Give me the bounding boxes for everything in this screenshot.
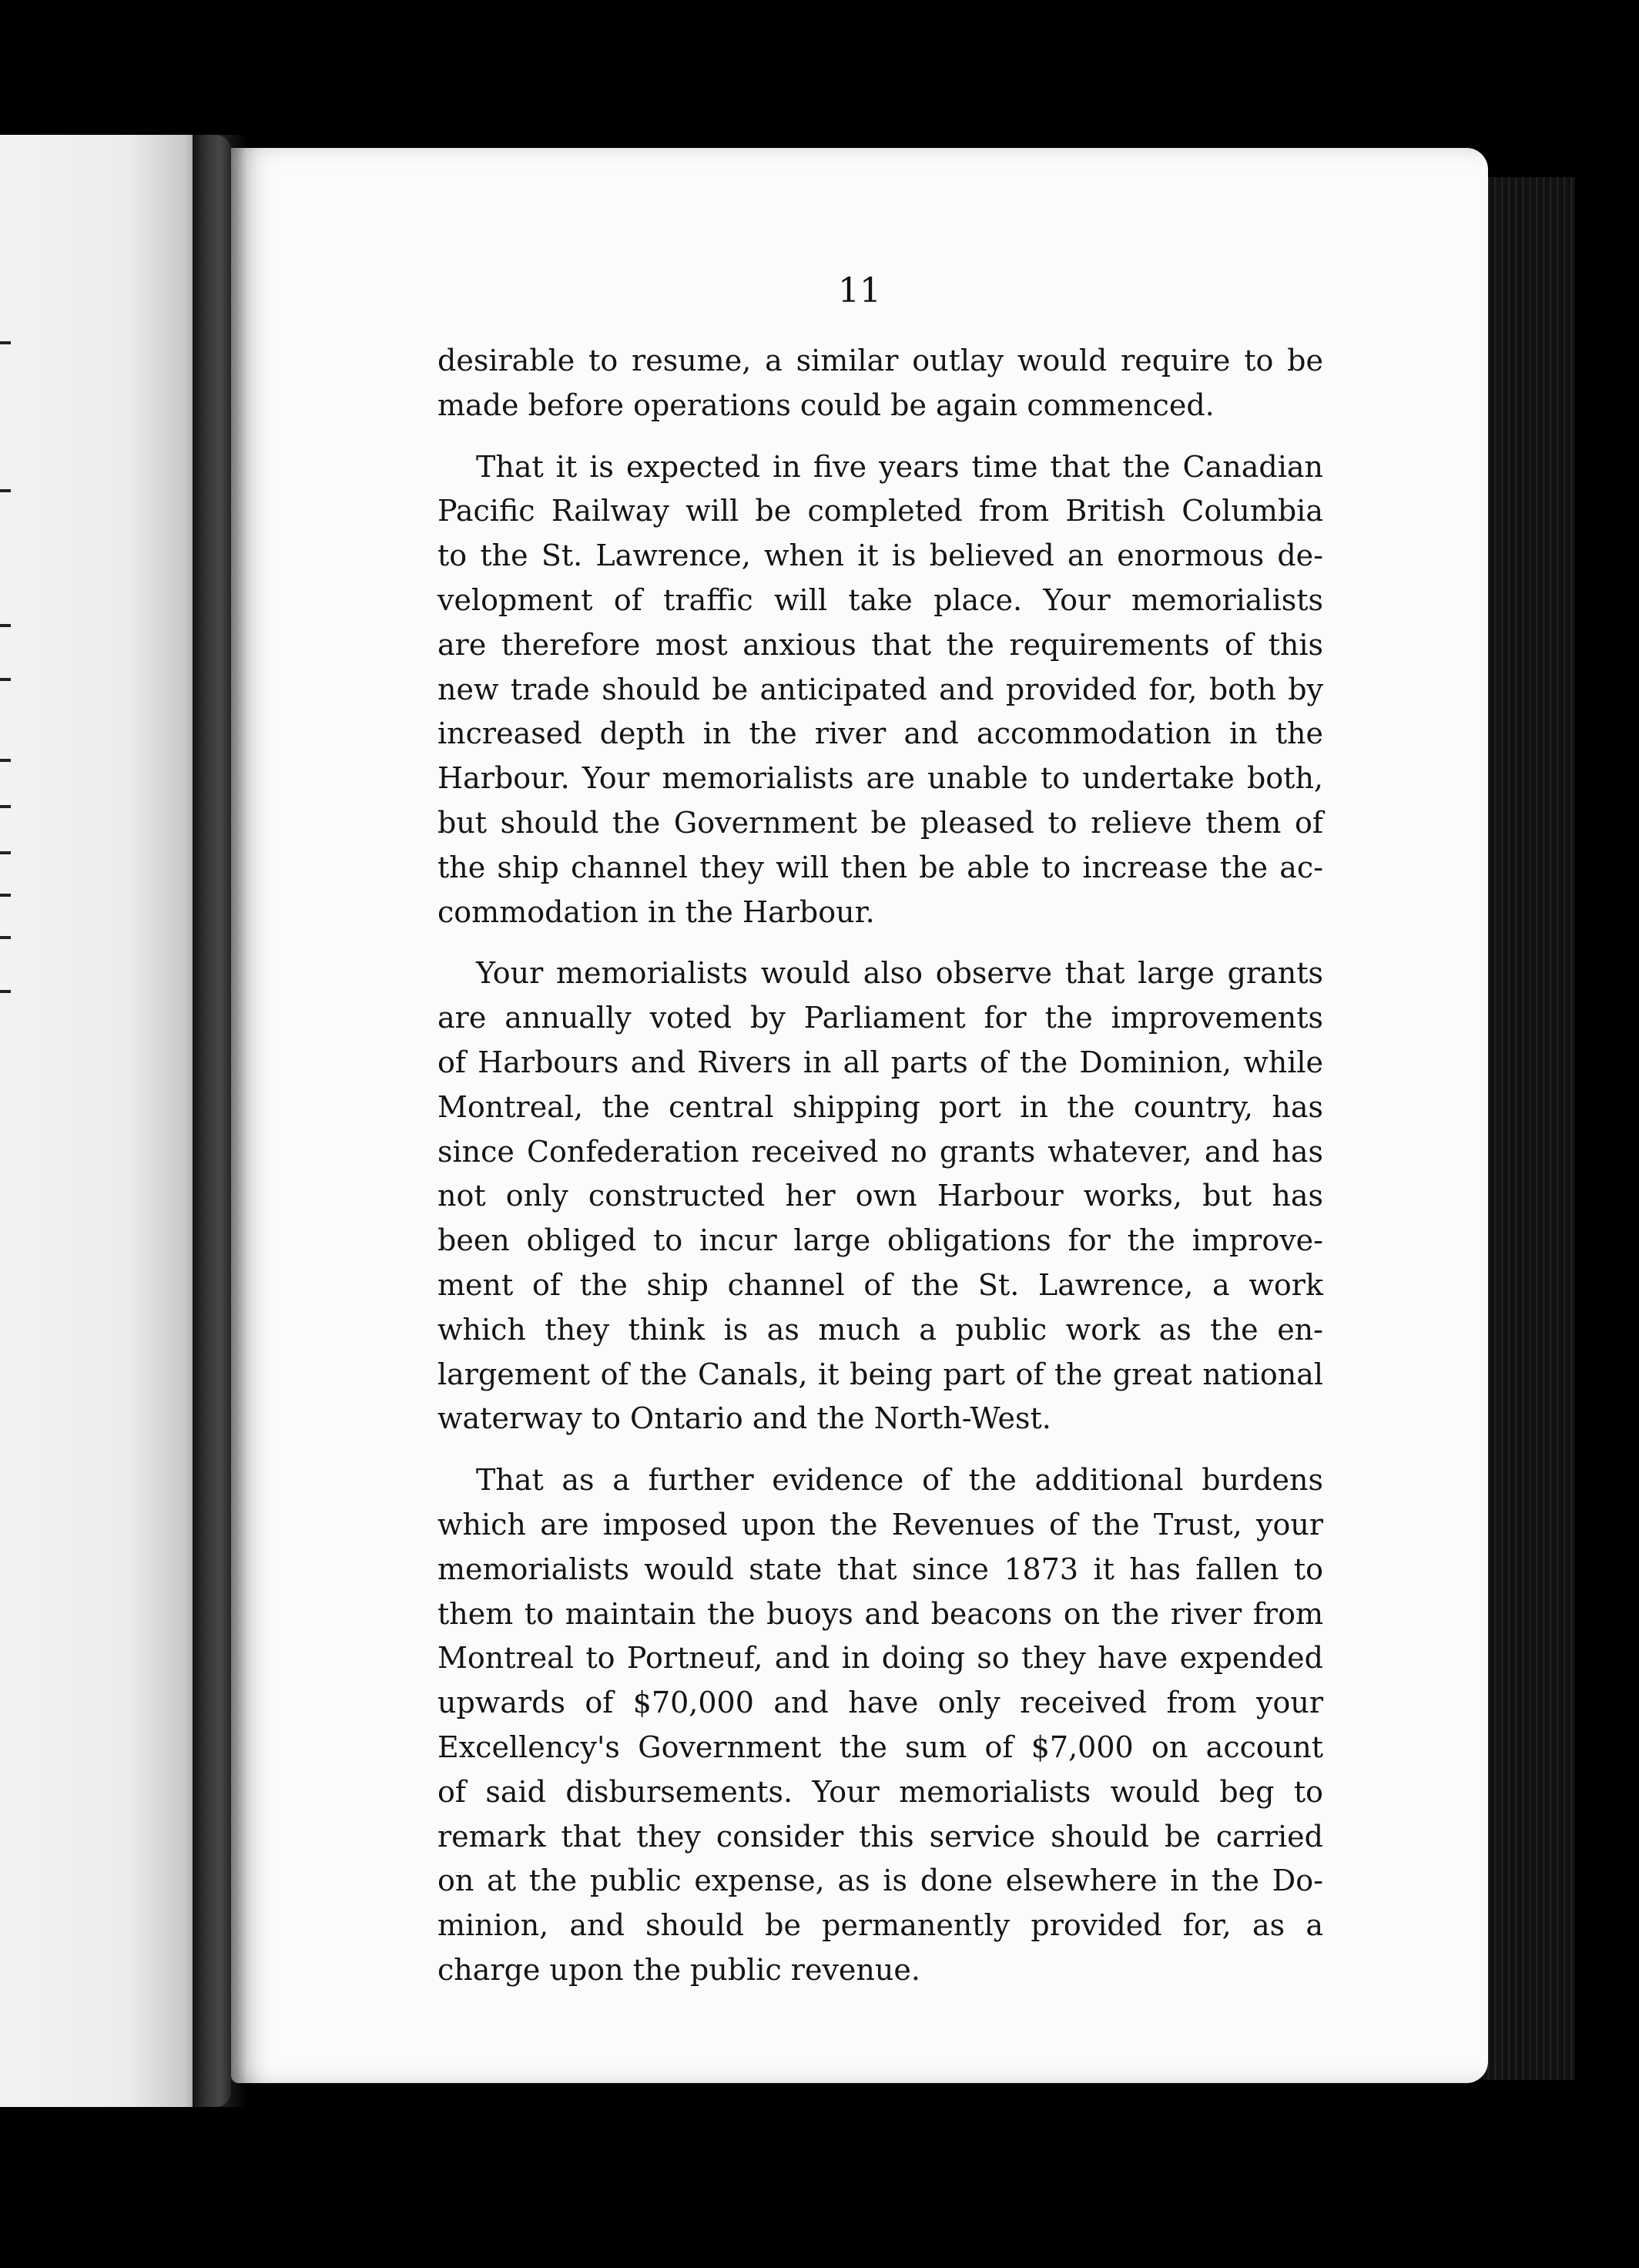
text-line: new trade should be anticipated and provided for, both by [437, 672, 1323, 706]
text-line: not only constructed her own Harbour works, but has [437, 1179, 1323, 1213]
text-line: That it is expected in five years time that the Canadian [476, 449, 1323, 484]
facing-page-fragment [0, 851, 11, 854]
page-number: 11 [838, 271, 881, 310]
facing-page-fragment [0, 894, 11, 897]
text-line: are therefore most anxious that the requirements of this [437, 627, 1323, 662]
text-line: Montreal to Portneuf, and in doing so they have expended [437, 1641, 1323, 1676]
facing-page-fragment [0, 990, 11, 993]
text-line: been obliged to incur large obligations for the improve- [437, 1223, 1323, 1258]
paragraph-2 [399, 445, 1323, 935]
text-line: That as a further evidence of the additional burdens [476, 1463, 1323, 1498]
text-line: the ship channel they will then be able to increase the ac- [437, 850, 1323, 884]
text-line: desirable to resume, a similar outlay would require to be [437, 344, 1323, 377]
text-line: them to maintain the buoys and beacons on the river from [437, 1596, 1323, 1631]
text-line: but should the Government be pleased to relieve them of [437, 805, 1323, 840]
facing-page-fragment [0, 624, 11, 627]
facing-page-fragment [0, 936, 11, 939]
text-line: made before operations could be again commenced. [437, 388, 1215, 422]
text-line: velopment of traffic will take place. Your memorialists [437, 582, 1323, 617]
text-line: charge upon the public revenue. [437, 1952, 920, 1987]
page-stack-edge [1483, 177, 1575, 2080]
facing-page-fragment [0, 489, 11, 492]
text-line: to the St. Lawrence, when it is believed an enormous de- [437, 538, 1323, 573]
text-line: since Confederation received no grants whatever, and has [437, 1134, 1323, 1169]
facing-page-fragment [0, 805, 11, 808]
text-line: Harbour. Your memorialists are unable to undertake both, [437, 761, 1323, 796]
facing-page-fragment [0, 341, 11, 344]
text-line: Montreal, the central shipping port in the country, has [437, 1089, 1323, 1124]
text-line: which they think is as much a public work as the en- [437, 1312, 1323, 1347]
facing-page-fragment [0, 759, 11, 762]
text-line: which are imposed upon the Revenues of the Trust, your [437, 1507, 1323, 1542]
text-line: commodation in the Harbour. [437, 894, 875, 929]
text-line: Excellency's Government the sum of $7,000 on account [437, 1730, 1323, 1764]
text-line: largement of the Canals, it being part of the great national [437, 1357, 1323, 1391]
text-line: Pacific Railway will be completed from British Columbia [437, 494, 1323, 528]
text-line: ment of the ship channel of the St. Lawrence, a work [437, 1267, 1323, 1302]
facing-page-fragment [0, 678, 11, 681]
text-line: are annually voted by Parliament for the improvements [437, 1001, 1323, 1035]
text-line: of said disbursements. Your memorialists would beg to [437, 1774, 1323, 1809]
gutter-shadow [193, 135, 246, 2107]
text-line: increased depth in the river and accommodation in the [437, 716, 1323, 751]
text-line: remark that they consider this service should be carried [437, 1819, 1323, 1854]
paragraph-4 [399, 1458, 1323, 1993]
text-line: memorialists would state that since 1873 it has fallen to [437, 1552, 1323, 1586]
text-line: minion, and should be permanently provided for, as a [437, 1908, 1323, 1943]
text-line: of Harbours and Rivers in all parts of the Dominion, while [437, 1045, 1323, 1079]
text-line: Your memorialists would also observe that large grants [476, 956, 1323, 991]
body-text [399, 339, 1323, 2010]
text-line: waterway to Ontario and the North-West. [437, 1401, 1051, 1436]
text-line: on at the public expense, as is done elsewhere in the Do- [437, 1864, 1323, 1898]
paragraph-1 [399, 339, 1323, 428]
text-line: upwards of $70,000 and have only received from your [437, 1686, 1323, 1720]
paragraph-3 [399, 951, 1323, 1441]
